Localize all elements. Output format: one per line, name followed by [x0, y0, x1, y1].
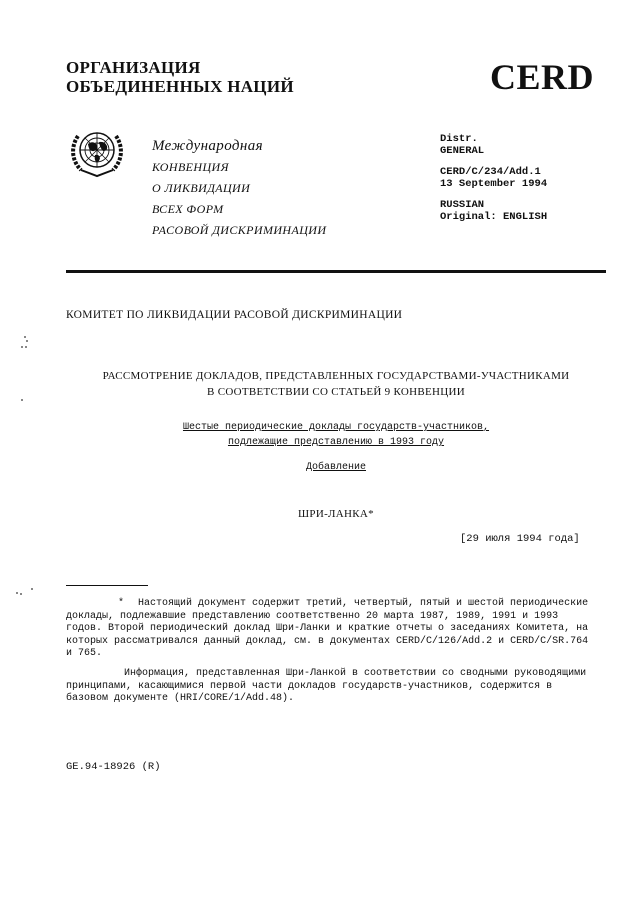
header-divider: [66, 270, 606, 273]
agenda-heading: [66, 368, 606, 400]
report-date: [29 июля 1994 года]: [460, 533, 580, 545]
document-language: RUSSIAN: [440, 199, 485, 211]
scan-artifact: [16, 592, 18, 594]
scan-artifact: [20, 593, 22, 595]
original-language: Original: ENGLISH: [440, 210, 548, 223]
convention-line-2: КОНВЕНЦИЯ: [152, 160, 229, 174]
document-date: 13 September 1994: [440, 177, 548, 190]
subheading-line-2: подлежащие представлению в 1993 году: [227, 437, 445, 448]
document-series-title: CERD: [490, 57, 595, 97]
un-emblem-icon: [68, 122, 126, 180]
footnote-1-text: Настоящий документ содержит третий, четвертый, пятый и шестой периодические доклады, подлежавшие представлению соответственно 20 марта 1987, 1989, 1991 и 1993 годов. Второй периодический доклад Шри-Ланки и краткие отчеты о заседаниях Комитета, на которых рассматривался данный доклад, см. в документах CERD/C/126/Add.2 и CERD/C/SR.764 и 765.: [66, 598, 589, 659]
convention-line-3: О ЛИКВИДАЦИИ: [152, 181, 251, 195]
organization-name: [66, 58, 294, 96]
distribution-block: [440, 134, 547, 223]
convention-line-5: РАСОВОЙ ДИСКРИМИНАЦИИ: [152, 223, 327, 237]
job-number: GE.94-18926 (R): [66, 761, 161, 773]
scan-artifact: [21, 399, 23, 401]
agenda-heading-line-1: РАССМОТРЕНИЕ ДОКЛАДОВ, ПРЕДСТАВЛЕННЫХ ГОСУДАРСТВАМИ-УЧАСТНИКАМИ: [102, 370, 570, 382]
footnote-marker: *: [117, 598, 124, 609]
country-name: ШРИ-ЛАНКА*: [298, 508, 374, 520]
footnote-1: [66, 598, 596, 661]
footnote-2-text: Информация, представленная Шри-Ланкой в соответствии со сводными руководящими принципами, касающимися первой части докладов государств-участников, содержится в базовом документе (HRI/CORE/1/Add.48).: [66, 668, 587, 704]
committee-title: КОМИТЕТ ПО ЛИКВИДАЦИИ РАСОВОЙ ДИСКРИМИНАЦИИ: [66, 309, 403, 321]
scan-artifact: [25, 346, 27, 348]
scan-artifact: [26, 340, 28, 342]
agenda-heading-line-2: В СООТВЕТСТВИИ СО СТАТЬЕЙ 9 КОНВЕНЦИИ: [207, 386, 465, 398]
scan-artifact: [21, 346, 23, 348]
distr-label: Distr.: [440, 133, 478, 145]
report-subheading: [66, 420, 606, 450]
footnote-2: [66, 668, 596, 706]
addendum-label: Добавление: [305, 462, 366, 473]
convention-line-1: Международная: [152, 138, 264, 154]
document-symbol: CERD/C/234/Add.1: [440, 166, 541, 178]
convention-line-4: ВСЕХ ФОРМ: [152, 202, 224, 216]
convention-title: [152, 136, 326, 241]
footnote-divider: [66, 585, 148, 586]
scan-artifact: [31, 588, 33, 590]
organization-line-2: ОБЪЕДИНЕННЫХ НАЦИЙ: [66, 77, 294, 96]
organization-line-1: ОРГАНИЗАЦИЯ: [66, 58, 201, 77]
distr-value: GENERAL: [440, 144, 485, 157]
subheading-line-1: Шестые периодические доклады государств-участников,: [182, 422, 490, 433]
scan-artifact: [24, 336, 26, 338]
